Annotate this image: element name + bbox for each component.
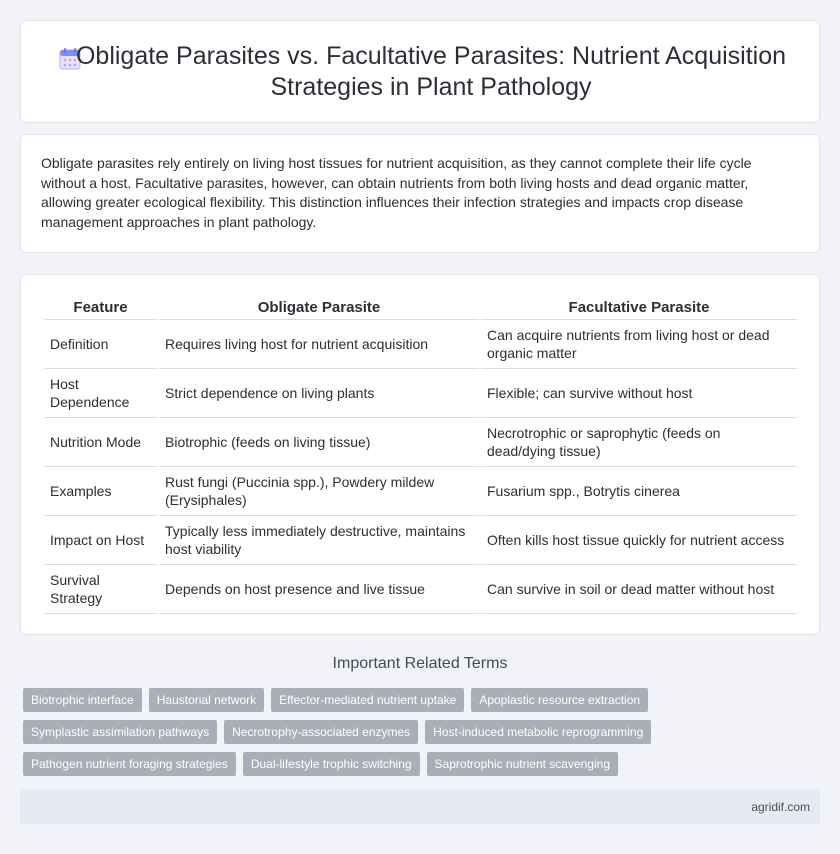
table-row — [44, 369, 797, 418]
related-term-tag[interactable]: Symplastic assimilation pathways — [23, 720, 217, 744]
header-feature: Feature — [44, 297, 157, 320]
related-terms-heading: Important Related Terms — [332, 655, 508, 672]
related-term-tag[interactable]: Dual-lifestyle trophic switching — [243, 752, 420, 776]
page-title: Obligate Parasites vs. Facultative Parasites: Nutrient Acquisition Strategies in Plant Pathology — [75, 41, 787, 101]
row-obligate: Requires living host for nutrient acquisition — [159, 320, 479, 369]
row-facultative: Can survive in soil or dead matter without host — [481, 565, 797, 614]
related-term-tag[interactable]: Haustorial network — [149, 688, 264, 712]
row-feature: Nutrition Mode — [44, 418, 157, 467]
row-feature: Examples — [44, 467, 157, 516]
row-feature: Host Dependence — [44, 369, 157, 418]
related-term-tag[interactable]: Host-induced metabolic reprogramming — [425, 720, 651, 744]
table-header-row — [44, 297, 797, 320]
row-obligate: Depends on host presence and live tissue — [159, 565, 479, 614]
footer-site-link[interactable]: agridif.com — [751, 800, 810, 814]
row-obligate: Biotrophic (feeds on living tissue) — [159, 418, 479, 467]
row-facultative: Necrotrophic or saprophytic (feeds on dead/dying tissue) — [481, 418, 797, 467]
related-term-tag[interactable]: Apoplastic resource extraction — [471, 688, 648, 712]
header-card — [20, 20, 820, 123]
header-obligate: Obligate Parasite — [159, 297, 479, 320]
related-term-tag[interactable]: Pathogen nutrient foraging strategies — [23, 752, 236, 776]
table-row — [44, 320, 797, 369]
header-facultative: Facultative Parasite — [481, 297, 797, 320]
table-row — [44, 565, 797, 614]
related-term-tag[interactable]: Necrotrophy-associated enzymes — [224, 720, 418, 744]
related-term-tag[interactable]: Effector-mediated nutrient uptake — [271, 688, 464, 712]
table-row — [44, 467, 797, 516]
row-facultative: Flexible; can survive without host — [481, 369, 797, 418]
related-terms-list — [23, 688, 823, 776]
row-obligate: Strict dependence on living plants — [159, 369, 479, 418]
intro-paragraph: Obligate parasites rely entirely on living host tissues for nutrient acquisition, as they cannot complete their life cycle without a host. Facultative parasites, however, can obtain nutrients from both living hosts and dead organic matter, allowing greater ecological flexibility. This distinction influences their infection strategies and impacts crop disease management approaches in plant pathology. — [41, 155, 752, 230]
row-feature: Survival Strategy — [44, 565, 157, 614]
intro-card — [20, 134, 820, 253]
row-feature: Impact on Host — [44, 516, 157, 565]
table-row — [44, 418, 797, 467]
row-facultative: Often kills host tissue quickly for nutrient access — [481, 516, 797, 565]
row-obligate: Typically less immediately destructive, maintains host viability — [159, 516, 479, 565]
row-facultative: Fusarium spp., Botrytis cinerea — [481, 467, 797, 516]
table-row — [44, 516, 797, 565]
row-obligate: Rust fungi (Puccinia spp.), Powdery mildew (Erysiphales) — [159, 467, 479, 516]
row-facultative: Can acquire nutrients from living host or dead organic matter — [481, 320, 797, 369]
related-term-tag[interactable]: Biotrophic interface — [23, 688, 142, 712]
row-feature: Definition — [44, 320, 157, 369]
footer — [20, 790, 820, 824]
comparison-table — [42, 297, 799, 614]
related-term-tag[interactable]: Saprotrophic nutrient scavenging — [427, 752, 618, 776]
comparison-card — [20, 274, 820, 635]
